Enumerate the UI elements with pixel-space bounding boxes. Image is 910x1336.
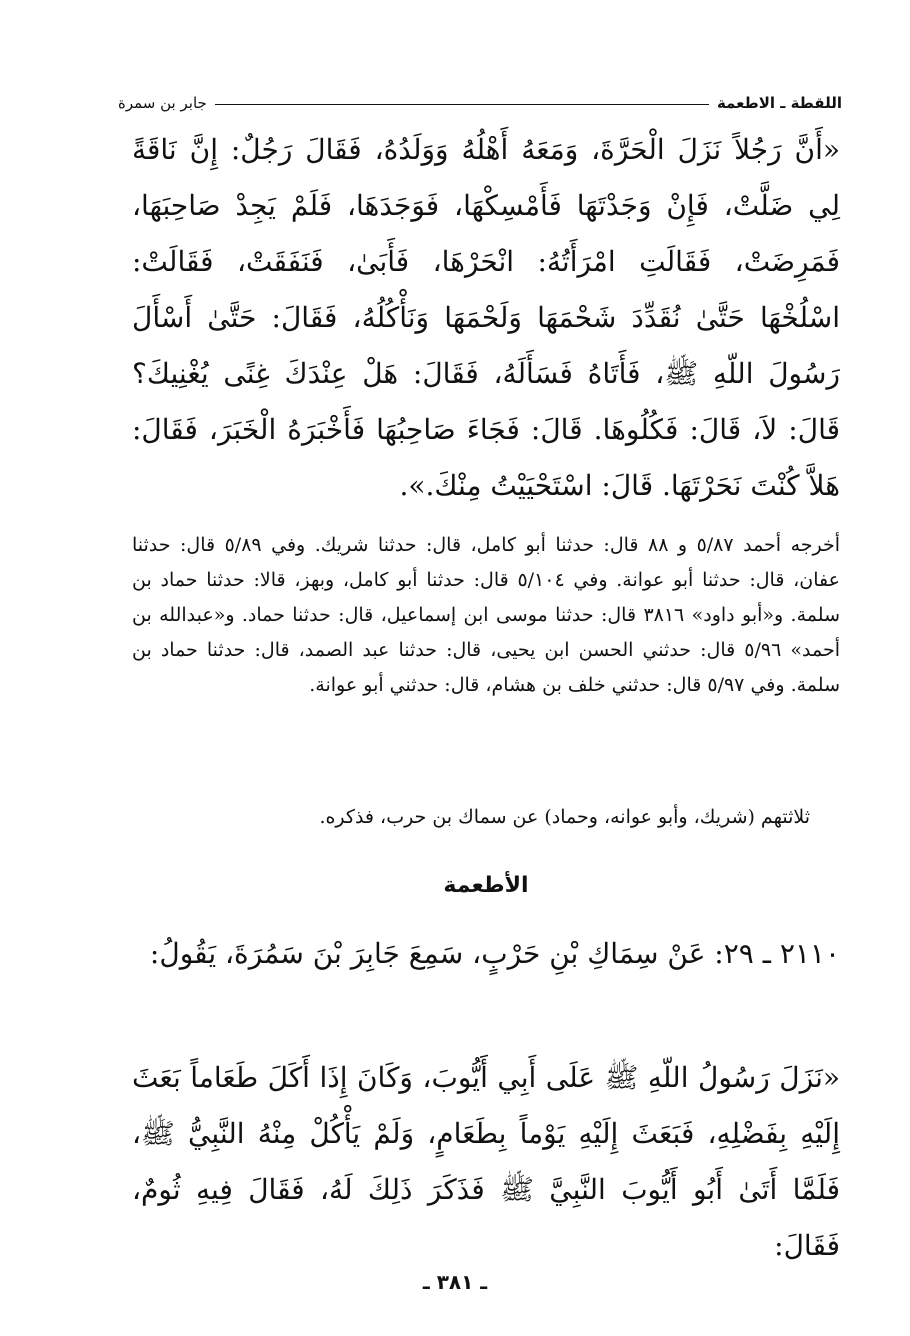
- header-rule: [215, 104, 709, 105]
- hadith-text-2: «نَزَلَ رَسُولُ اللّهِ ﷺ عَلَى أَبِي أَيُّوبَ، وَكَانَ إِذَا أَكَلَ طَعَاماً بَعَثَ إِلَيْهِ بِفَضْلِهِ، فَبَعَثَ إِلَيْهِ يَوْماً بِطَعَامٍ، وَلَمْ يَأْكُلْ مِنْهُ النَّبِيُّ ﷺ، فَلَمَّا أَتَىٰ أَبُو أَيُّوبَ النَّبِيَّ ﷺ فَذَكَرَ ذَلِكَ لَهُ، فَقَالَ فِيهِ ثُومٌ، فَقَالَ:: [132, 1061, 841, 1262]
- takhrij-summary: ثلاثتهم (شريك، وأبو عوانه، وحماد) عن سماك بن حرب، فذكره.: [319, 806, 810, 828]
- hadith-heading-2: ٢١١٠ ـ ٢٩: عَنْ سِمَاكِ بْنِ حَرْبٍ، سَمِعَ جَابِرَ بْنَ سَمُرَةَ، يَقُولُ:: [149, 937, 840, 970]
- header-chapter-title: اللقطة ـ الاطعمة: [716, 94, 842, 112]
- header-narrator: جابر بن سمرة: [118, 94, 207, 112]
- section-heading: الأطعمة: [443, 873, 529, 898]
- page-number: ـ ٣٨١ ـ: [422, 1270, 488, 1294]
- takhrij-paragraph: أخرجه أحمد ٥/٨٧ و ٨٨ قال: حدثنا أبو كامل، قال: حدثنا شريك. وفي ٥/٨٩ قال: حدثنا عفان، قال: حدثنا أبو عوانة. وفي ٥/١٠٤ قال: حدثنا أبو كامل، وبهز، قالا: حدثنا حماد بن سلمة. و«أبو داود» ٣٨١٦ قال: حدثنا موسى ابن إسماعيل، قال: حدثنا حماد. و«عبدالله بن أحمد» ٥/٩٦ قال: حدثني الحسن ابن يحيى، قال: حدثنا عبد الصمد، قال: حدثنا حماد بن سلمة. وفي ٥/٩٧ قال: حدثني خلف بن هشام، قال: حدثني أبو عوانة.: [132, 534, 841, 696]
- hadith-text-1: «أَنَّ رَجُلاً نَزَلَ الْحَرَّةَ، وَمَعَهُ أَهْلُهُ وَوَلَدُهُ، فَقَالَ رَجُلٌ: إِنَّ نَاقَةً لِي ضَلَّتْ، فَإِنْ وَجَدْتَهَا فَأَمْسِكْهَا، فَوَجَدَهَا، فَلَمْ يَجِدْ صَاحِبَهَا، فَمَرِضَتْ، فَقَالَتِ امْرَأَتُهُ: انْحَرْهَا، فَأَبَىٰ، فَنَفَقَتْ، فَقَالَتْ: اسْلُخْهَا حَتَّىٰ نُقَدِّدَ شَحْمَهَا وَلَحْمَهَا وَنَأْكُلُهُ، فَقَالَ: حَتَّىٰ أَسْأَلَ رَسُولَ اللّهِ ﷺ، فَأَتَاهُ فَسَأَلَهُ، فَقَالَ: هَلْ عِنْدَكَ غِنًى يُغْنِيكَ؟ قَالَ: لاَ، قَالَ: فَكُلُوهَا. قَالَ: فَجَاءَ صَاحِبُهَا فَأَخْبَرَهُ الْخَبَرَ، فَقَالَ: هَلاَّ كُنْتَ نَحَرْتَهَا. قَالَ: اسْتَحْيَيْتُ مِنْكَ.».: [132, 133, 840, 502]
- running-header: [118, 86, 842, 112]
